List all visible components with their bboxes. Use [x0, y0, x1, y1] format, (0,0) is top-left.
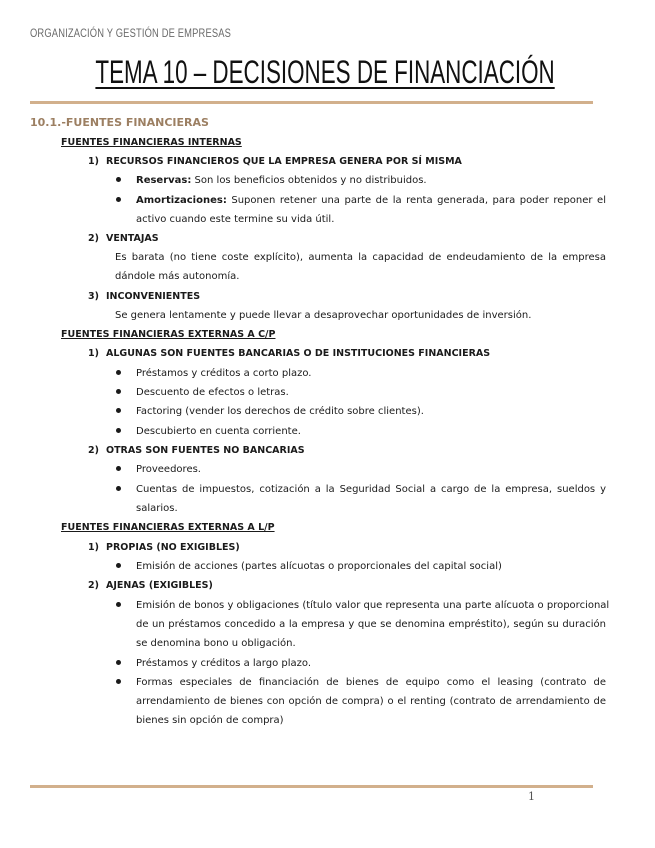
cp-item-1 — [88, 347, 490, 361]
bullet-dot-icon — [116, 463, 121, 477]
item-number: 2) — [88, 580, 99, 591]
list-item: Proveedores. — [136, 464, 201, 475]
cp-heading: FUENTES FINANCIERAS EXTERNAS A C/P — [61, 329, 276, 340]
list-item: Préstamos y créditos a largo plazo. — [136, 658, 312, 669]
item-label: ALGUNAS SON FUENTES BANCARIAS O DE INSTITUCIONES FINANCIERAS — [106, 348, 491, 359]
reservas-term: Reservas: — [136, 175, 192, 186]
ventajas-text: Es barata (no tiene coste explícito), aumenta la capacidad de endeudamiento de la empresa — [115, 252, 606, 263]
list-item: Factoring (vender los derechos de crédito sobre clientes). — [136, 406, 424, 417]
list-item: Descubierto en cuenta corriente. — [136, 426, 301, 437]
reservas-text: Son los beneficios obtenidos y no distribuidos. — [191, 175, 427, 186]
bullet-dot-icon — [116, 367, 121, 381]
bullet-dot-icon — [116, 657, 121, 671]
lp-heading: FUENTES FINANCIERAS EXTERNAS A L/P — [61, 522, 275, 533]
item-label: OTRAS SON FUENTES NO BANCARIAS — [106, 445, 305, 456]
lp-item-2 — [88, 579, 213, 593]
bullet-dot-icon — [116, 194, 121, 208]
internas-item-1 — [88, 155, 462, 169]
amortizaciones-item — [136, 194, 606, 208]
bullet-dot-icon — [116, 174, 121, 188]
bullet-dot-icon — [116, 405, 121, 419]
list-item-cont: bienes sin opción de compra) — [136, 715, 284, 726]
internas-heading: FUENTES FINANCIERAS INTERNAS — [61, 137, 242, 148]
course-header: ORGANIZACIÓN Y GESTIÓN DE EMPRESAS — [30, 26, 232, 40]
item-label: VENTAJAS — [106, 233, 159, 244]
document-title: TEMA 10 – DECISIONES DE FINANCIACIÓN — [95, 54, 555, 90]
item-number: 1) — [88, 156, 99, 167]
list-item-cont: de un préstamos concedido a la empresa y que se denomina empréstito), según su duración — [136, 619, 606, 630]
list-item: Descuento de efectos o letras. — [136, 387, 289, 398]
bullet-dot-icon — [116, 386, 121, 400]
bullet-dot-icon — [116, 560, 121, 574]
item-label: PROPIAS (NO EXIGIBLES) — [106, 542, 240, 553]
amortizaciones-term: Amortizaciones: — [136, 195, 227, 206]
top-divider — [30, 101, 593, 104]
list-item-cont: se denomina bono u obligación. — [136, 638, 296, 649]
item-label: INCONVENIENTES — [106, 291, 201, 302]
inconvenientes-text: Se genera lentamente y puede llevar a desaprovechar oportunidades de inversión. — [115, 310, 532, 321]
list-item: Emisión de acciones (partes alícuotas o proporcionales del capital social) — [136, 561, 502, 572]
bullet-dot-icon — [116, 425, 121, 439]
amortizaciones-text: Suponen retener una parte de la renta generada, para poder reponer el — [226, 195, 606, 206]
item-label: AJENAS (EXIGIBLES) — [106, 580, 213, 591]
page-number: 1 — [528, 790, 535, 803]
item-label: RECURSOS FINANCIEROS QUE LA EMPRESA GENERA POR SÍ MISMA — [106, 156, 462, 167]
reservas-item — [136, 174, 427, 188]
internas-item-2 — [88, 232, 159, 246]
item-number: 3) — [88, 291, 99, 302]
item-number: 2) — [88, 445, 99, 456]
section-title: 10.1.-FUENTES FINANCIERAS — [30, 116, 209, 129]
list-item: Emisión de bonos y obligaciones (título valor que representa una parte alícuota o proporcional — [136, 600, 610, 611]
item-number: 2) — [88, 233, 99, 244]
lp-item-1 — [88, 541, 240, 555]
bottom-divider — [30, 785, 593, 788]
item-number: 1) — [88, 542, 99, 553]
amortizaciones-text-cont: activo cuando este termine su vida útil. — [136, 214, 335, 225]
list-item: Formas especiales de financiación de bienes de equipo como el leasing (contrato de — [136, 677, 606, 688]
bullet-dot-icon — [116, 483, 121, 497]
item-number: 1) — [88, 348, 99, 359]
ventajas-text-cont: dándole más autonomía. — [115, 271, 240, 282]
cp-item-2 — [88, 444, 305, 458]
internas-item-3 — [88, 290, 200, 304]
list-item-cont: salarios. — [136, 503, 178, 514]
bullet-dot-icon — [116, 676, 121, 690]
bullet-dot-icon — [116, 599, 121, 613]
list-item: Préstamos y créditos a corto plazo. — [136, 368, 312, 379]
list-item-cont: arrendamiento de bienes con opción de compra) o el renting (contrato de arrendamiento de — [136, 696, 606, 707]
list-item: Cuentas de impuestos, cotización a la Seguridad Social a cargo de la empresa, sueldos y — [136, 484, 606, 495]
